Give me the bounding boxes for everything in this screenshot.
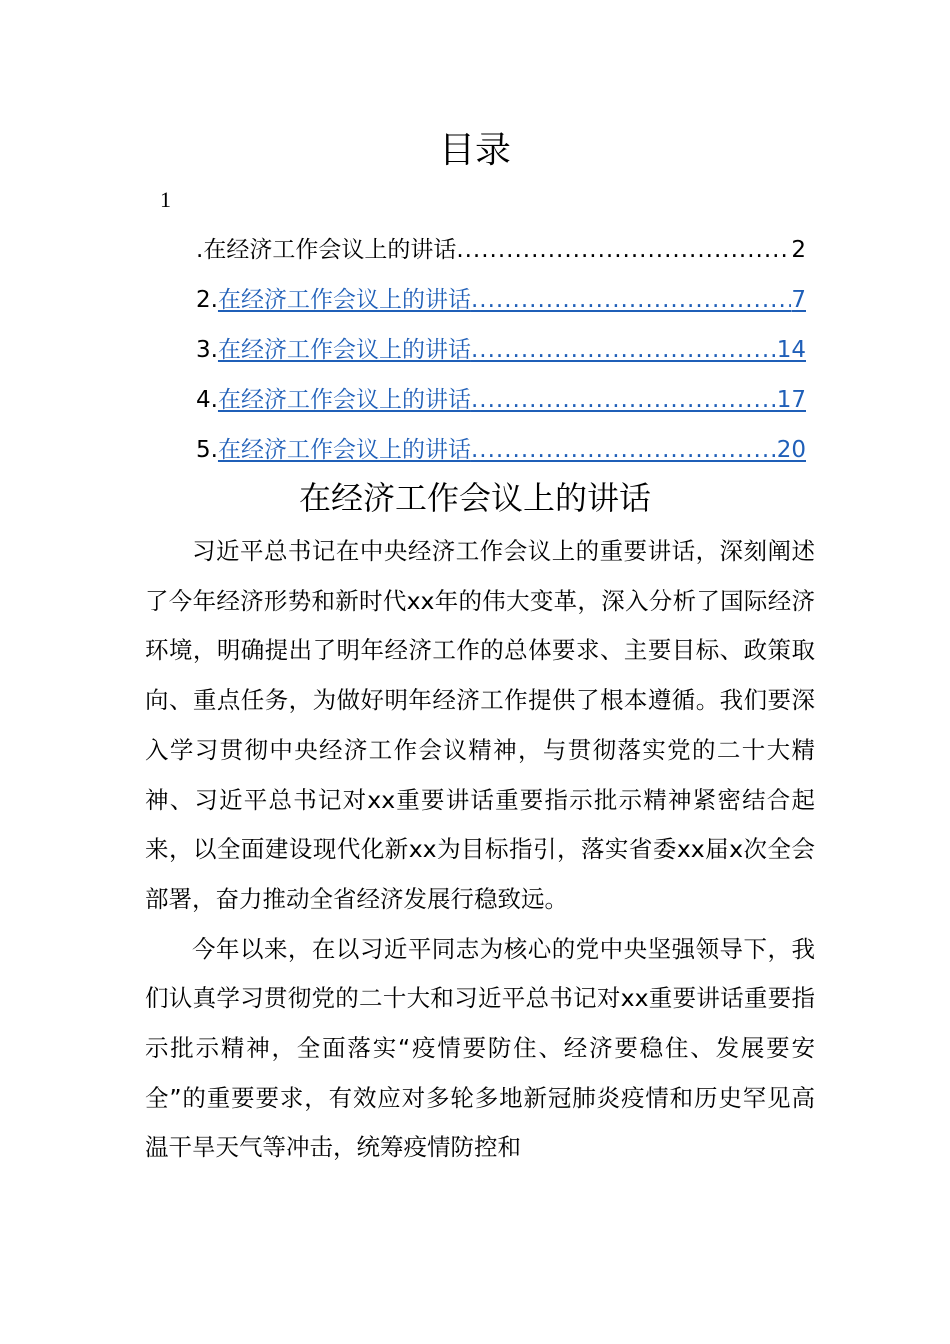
- toc-dot-leader: [471, 275, 791, 325]
- toc-entry-number: 5.: [196, 437, 218, 463]
- toc-entry-number: .: [196, 237, 204, 263]
- article-body: [145, 527, 815, 1173]
- toc-entry-1: [196, 225, 806, 275]
- toc-entry-4: [196, 375, 806, 425]
- toc-dot-leader: [456, 225, 791, 275]
- toc-entry-page: 20: [776, 437, 806, 463]
- toc-entry-number: 3.: [196, 337, 218, 363]
- toc-entry-2: [196, 275, 806, 325]
- toc-entry-text: 在经济工作会议上的讲话: [217, 387, 471, 413]
- article-heading: 在经济工作会议上的讲话: [298, 479, 651, 517]
- toc-entry-text: 在经济工作会议上的讲话: [217, 437, 471, 463]
- article-paragraph: 今年以来，在以习近平同志为核心的党中央坚强领导下，我们认真学习贯彻党的二十大和习近平总书记对xx重要讲话重要指示批示精神，全面落实“疫情要防住、经济要稳住、发展要安全”的重要要求，有效应对多轮多地新冠肺炎疫情和历史罕见高温干旱天气等冲击，统筹疫情防控和: [145, 934, 815, 1162]
- toc-entry-link[interactable]: [218, 425, 806, 475]
- article-paragraph: 习近平总书记在中央经济工作会议上的重要讲话，深刻阐述了今年经济形势和新时代xx年的伟大变革，深入分析了国际经济环境，明确提出了明年经济工作的总体要求、主要目标、政策取向、重点任务，为做好明年经济工作提供了根本遵循。我们要深入学习贯彻中央经济工作会议精神，与贯彻落实党的二十大精神、习近平总书记对xx重要讲话重要指示批示精神紧密结合起来，以全面建设现代化新xx为目标指引，落实省委xx届x次全会部署，奋力推动全省经济发展行稳致远。: [145, 537, 815, 913]
- toc-title: 目录: [438, 130, 511, 171]
- toc-marker: 1: [160, 187, 171, 212]
- toc-entry-text: 在经济工作会议上的讲话: [203, 237, 457, 263]
- toc-entry-page: 2: [791, 237, 806, 263]
- toc-list: [196, 225, 806, 475]
- toc-entry-text: 在经济工作会议上的讲话: [217, 337, 471, 363]
- toc-entry-link: [203, 225, 806, 275]
- toc-dot-leader: [471, 425, 777, 475]
- toc-entry-page: 14: [776, 337, 806, 363]
- toc-entry-3: [196, 325, 806, 375]
- toc-entry-link[interactable]: [218, 375, 806, 425]
- toc-entry-link[interactable]: [218, 325, 806, 375]
- toc-entry-number: 2.: [196, 287, 218, 313]
- toc-entry-link[interactable]: [218, 275, 806, 325]
- toc-entry-number: 4.: [196, 387, 218, 413]
- toc-dot-leader: [471, 325, 777, 375]
- toc-entry-text: 在经济工作会议上的讲话: [217, 287, 471, 313]
- toc-entry-5: [196, 425, 806, 475]
- toc-entry-page: 17: [776, 387, 806, 413]
- toc-dot-leader: [471, 375, 777, 425]
- toc-entry-page: 7: [791, 287, 806, 313]
